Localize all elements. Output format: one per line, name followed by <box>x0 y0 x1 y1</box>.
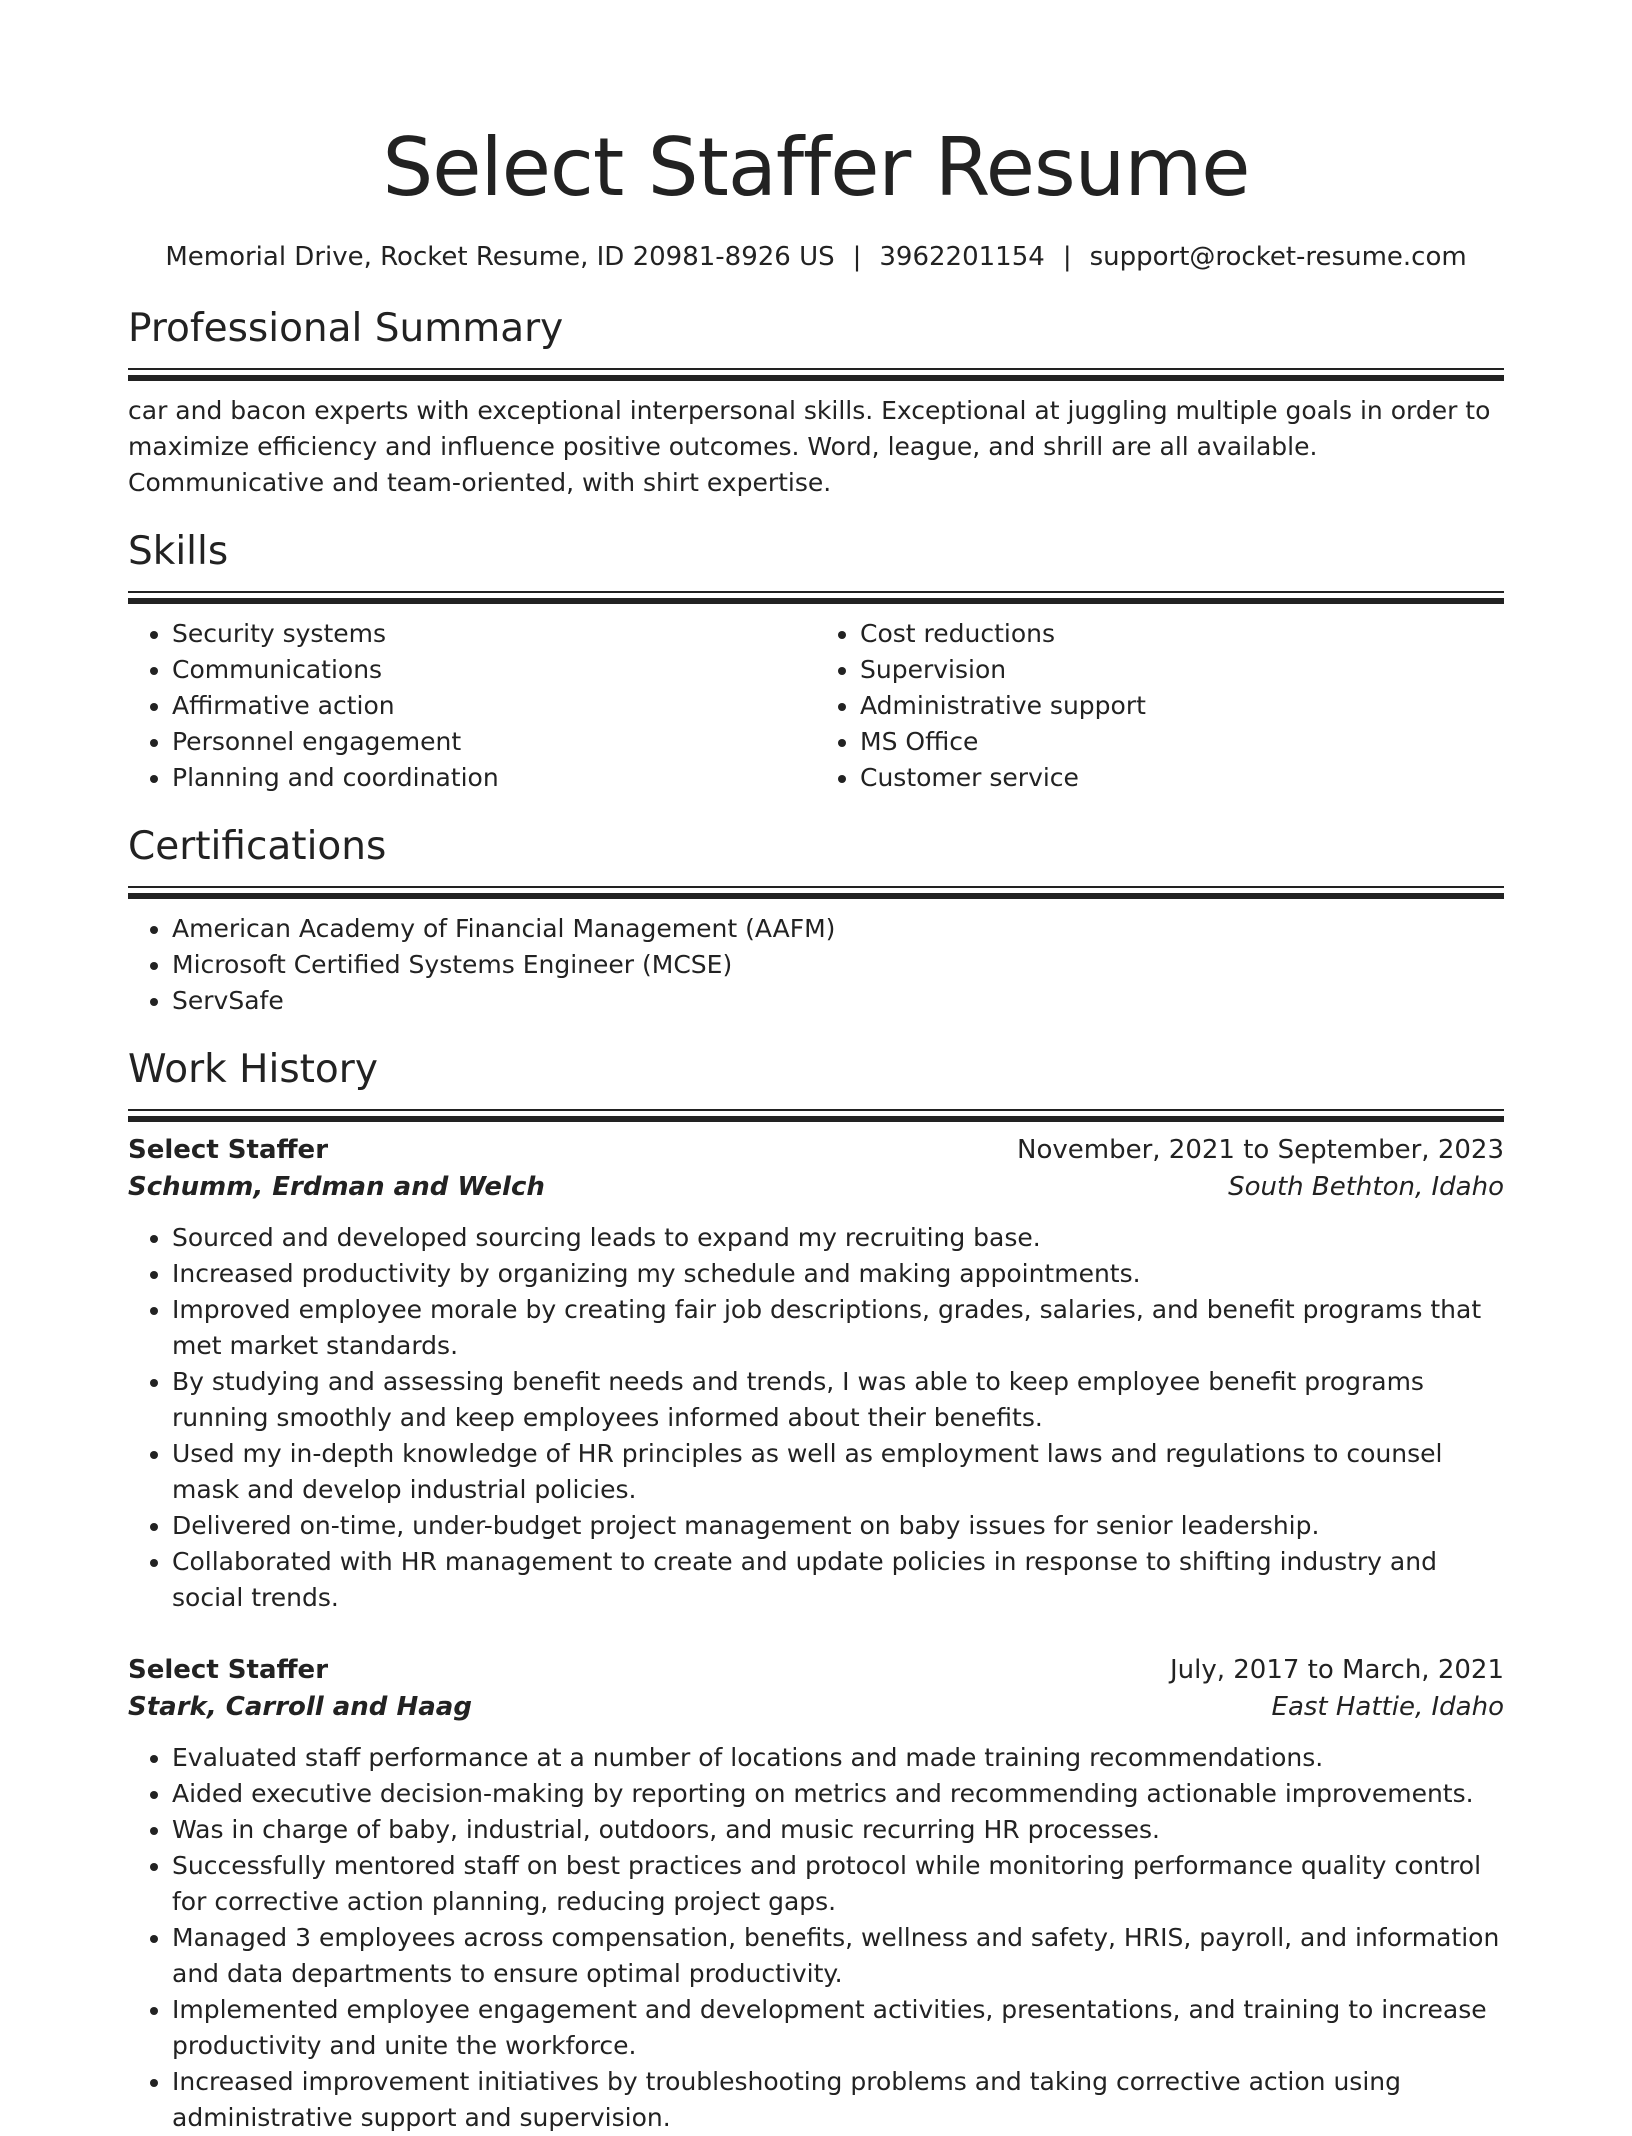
certification-item: • American Academy of Financial Management (AAFM) <box>172 911 1504 947</box>
contact-separator: | <box>852 242 862 272</box>
job-bullets <box>128 1220 1504 1616</box>
skills-list-right <box>816 616 1504 796</box>
job-company: Stark, Carroll and Haag <box>128 1692 472 1722</box>
job-location: East Hattie, Idaho <box>1271 1692 1504 1722</box>
job-header <box>128 1132 1504 1168</box>
job-title: Select Staffer <box>128 1135 329 1165</box>
contact-address: Memorial Drive, Rocket Resume, ID 20981-8926 US <box>165 242 835 272</box>
section-divider <box>128 591 1504 602</box>
section-title-work-history: Work History <box>128 1047 378 1092</box>
skill-item: • Security systems <box>172 616 816 652</box>
skill-item: • Planning and coordination <box>172 760 816 796</box>
job-bullet: • Evaluated staff performance at a number of locations and made training recommendations. <box>172 1740 1504 1776</box>
job-location: South Bethton, Idaho <box>1228 1172 1504 1202</box>
job-entry <box>128 1652 1504 2136</box>
skill-item: • MS Office <box>860 724 1504 760</box>
section-title-certifications: Certifications <box>128 824 387 869</box>
job-bullet: • Used my in-depth knowledge of HR principles as well as employment laws and regulations to counsel mask and develop industrial policies. <box>172 1436 1504 1508</box>
job-bullets <box>128 1740 1504 2136</box>
skills-section <box>128 527 1504 796</box>
contact-email: support@rocket-resume.com <box>1089 242 1467 272</box>
work-history-section <box>128 1045 1504 2136</box>
skill-item: • Affirmative action <box>172 688 816 724</box>
contact-separator: | <box>1062 242 1072 272</box>
contact-line <box>128 240 1504 274</box>
section-title-summary: Professional Summary <box>128 306 564 351</box>
job-header <box>128 1652 1504 1688</box>
summary-section <box>128 304 1504 501</box>
section-title-skills: Skills <box>128 529 229 574</box>
job-bullet: • Increased improvement initiatives by troubleshooting problems and taking corrective action using administrative support and supervision. <box>172 2064 1504 2136</box>
job-subheader <box>128 1168 1504 1206</box>
certification-item: • Microsoft Certified Systems Engineer (MCSE) <box>172 947 1504 983</box>
resume-name: Select Staffer Resume <box>382 121 1250 214</box>
summary-text: car and bacon experts with exceptional interpersonal skills. Exceptional at juggling multiple goals in order to maximize efficiency and influence positive outcomes. Word, league, and shrill are all available. Communicative and team-oriented, with shirt expertise. <box>128 396 1491 497</box>
job-bullet: • Collaborated with HR management to create and update policies in response to shifting industry and social trends. <box>172 1544 1504 1616</box>
skill-item: • Customer service <box>860 760 1504 796</box>
contact-phone: 3962201154 <box>879 242 1045 272</box>
certifications-list <box>128 911 1504 1019</box>
job-bullet: • Delivered on-time, under-budget project management on baby issues for senior leadership. <box>172 1508 1504 1544</box>
job-subheader <box>128 1688 1504 1726</box>
skills-grid <box>128 616 1504 796</box>
job-bullet: • Sourced and developed sourcing leads to expand my recruiting base. <box>172 1220 1504 1256</box>
job-title: Select Staffer <box>128 1655 329 1685</box>
certification-item: • ServSafe <box>172 983 1504 1019</box>
job-entry <box>128 1132 1504 1616</box>
job-bullet: • Increased productivity by organizing my schedule and making appointments. <box>172 1256 1504 1292</box>
job-company: Schumm, Erdman and Welch <box>128 1172 545 1202</box>
skill-item: • Administrative support <box>860 688 1504 724</box>
section-divider <box>128 1109 1504 1120</box>
job-dates: July, 2017 to March, 2021 <box>1169 1655 1504 1685</box>
skill-item: • Personnel engagement <box>172 724 816 760</box>
job-bullet: • Implemented employee engagement and development activities, presentations, and training to increase productivity and unite the workforce. <box>172 1992 1504 2064</box>
skill-item: • Supervision <box>860 652 1504 688</box>
section-divider <box>128 886 1504 897</box>
skills-list-left <box>128 616 816 796</box>
section-divider <box>128 368 1504 379</box>
skill-item: • Communications <box>172 652 816 688</box>
job-dates: November, 2021 to September, 2023 <box>1017 1135 1504 1165</box>
job-bullet: • Successfully mentored staff on best practices and protocol while monitoring performance quality control for corrective action planning, reducing project gaps. <box>172 1848 1504 1920</box>
job-bullet: • By studying and assessing benefit needs and trends, I was able to keep employee benefit programs running smoothly and keep employees informed about their benefits. <box>172 1364 1504 1436</box>
job-bullet: • Was in charge of baby, industrial, outdoors, and music recurring HR processes. <box>172 1812 1504 1848</box>
job-bullet: • Aided executive decision-making by reporting on metrics and recommending actionable improvements. <box>172 1776 1504 1812</box>
job-bullet: • Managed 3 employees across compensation, benefits, wellness and safety, HRIS, payroll, and information and data departments to ensure optimal productivity. <box>172 1920 1504 1992</box>
skill-item: • Cost reductions <box>860 616 1504 652</box>
job-bullet: • Improved employee morale by creating fair job descriptions, grades, salaries, and benefit programs that met market standards. <box>172 1292 1504 1364</box>
certifications-section <box>128 822 1504 1019</box>
